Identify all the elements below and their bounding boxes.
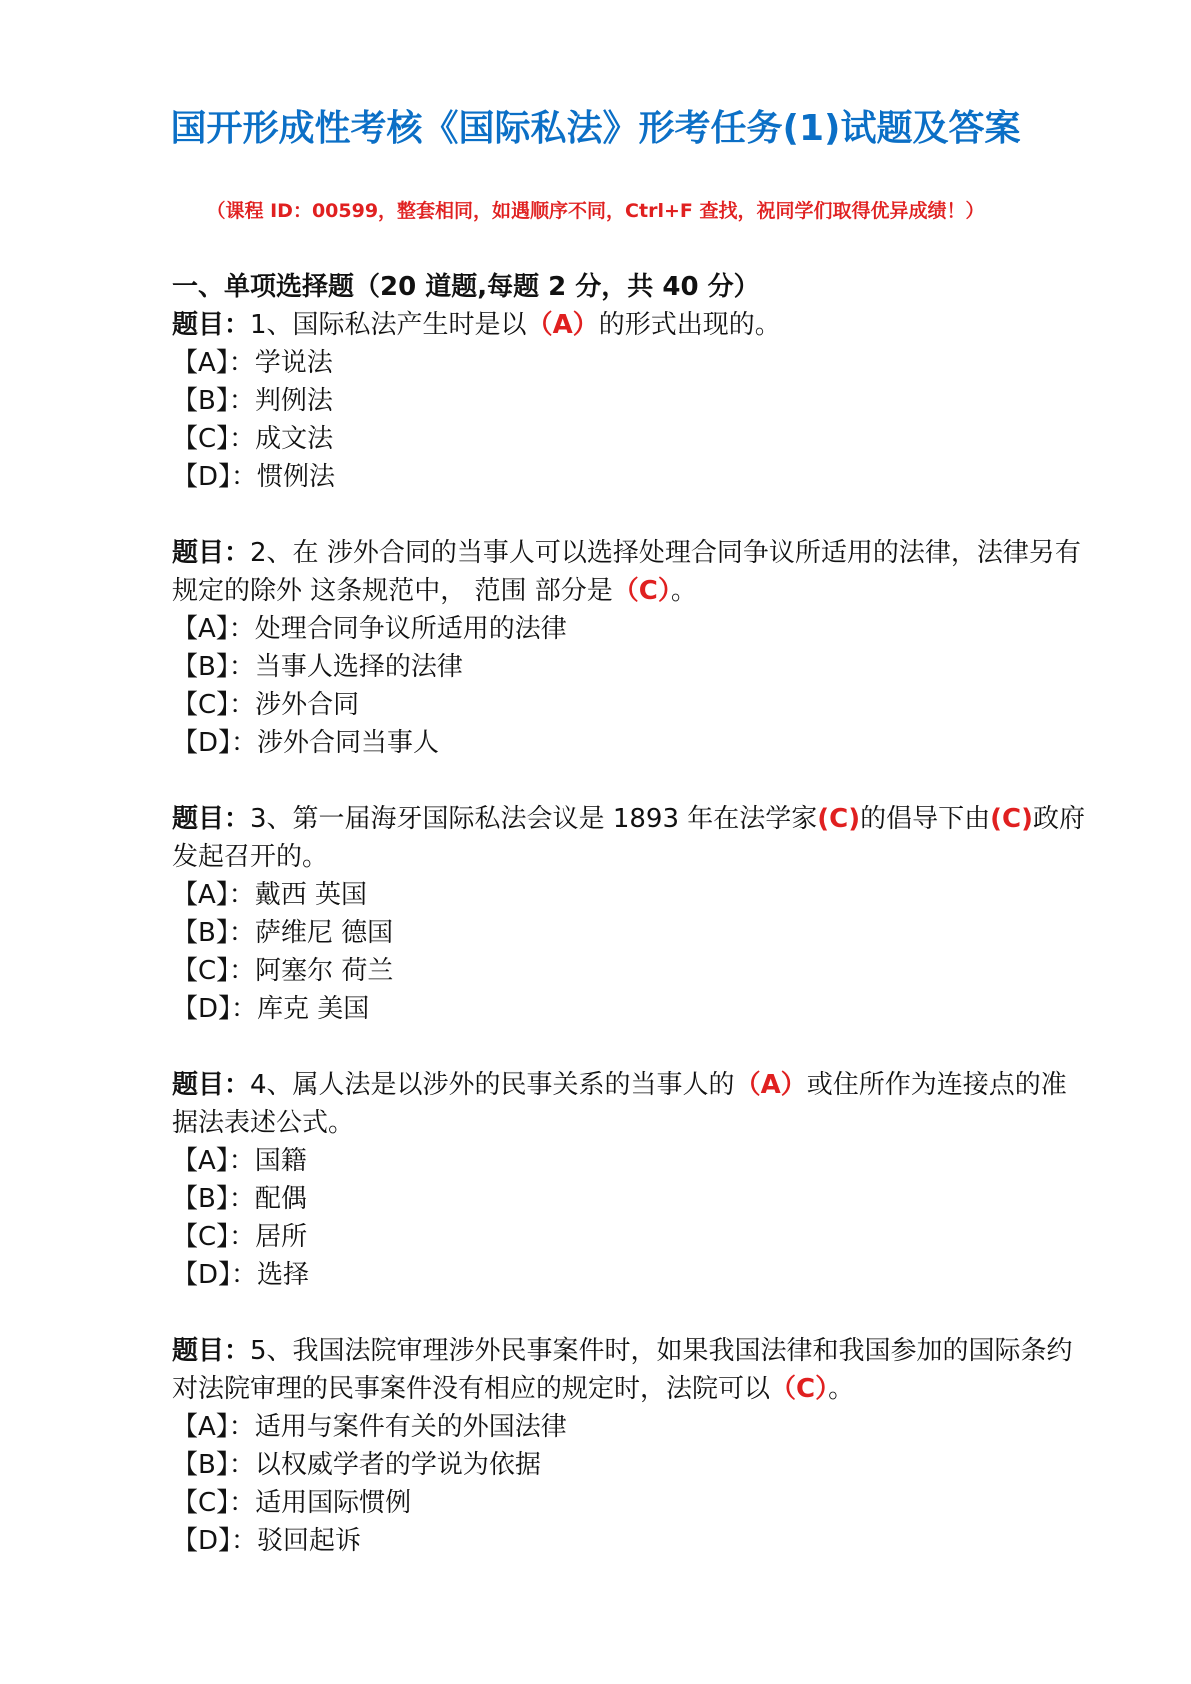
question-block — [172, 534, 1092, 762]
document-subtitle: （课程 ID：00599，整套相同，如遇顺序不同，Ctrl+F 查找，祝同学们取得优异成绩！） — [206, 200, 985, 222]
question-block — [172, 306, 1092, 496]
answer-option: 【A】：学说法 — [172, 348, 333, 378]
question-stem: 或住所作为连接点的准据法表述公式。 — [172, 1070, 1067, 1138]
question-list — [172, 306, 1092, 1560]
answer-option: 【A】：适用与案件有关的外国法律 — [172, 1412, 567, 1442]
answer-option: 【C】：阿塞尔 荷兰 — [172, 956, 394, 986]
question-stem: 。 — [828, 1374, 855, 1404]
answer-option: 【B】：以权威学者的学说为依据 — [172, 1450, 541, 1480]
question-label: 题目： — [172, 310, 251, 340]
answer-option: 【B】：配偶 — [172, 1184, 307, 1214]
question-stem: 5、我国法院审理涉外民事案件时，如果我国法律和我国参加的国际条约对法院审理的民事案件没有相应的规定时，法院可以 — [172, 1336, 1073, 1404]
question-label: 题目： — [172, 1070, 251, 1100]
answer-marker: （A） — [734, 1070, 807, 1100]
question-stem: 4、属人法是以涉外的民事关系的当事人的 — [250, 1070, 735, 1100]
question-text — [172, 534, 1092, 610]
answer-option: 【D】：涉外合同当事人 — [172, 728, 440, 758]
question-stem: 的倡导下由 — [860, 804, 991, 834]
answer-option: 【C】：居所 — [172, 1222, 308, 1252]
answer-marker: (C) — [817, 804, 861, 834]
document-content — [172, 268, 1092, 1598]
answer-option: 【A】：处理合同争议所适用的法律 — [172, 614, 567, 644]
question-stem: 政府发起召开的。 — [172, 804, 1086, 872]
answer-marker: （C） — [770, 1374, 829, 1404]
document-title: 国开形成性考核《国际私法》形考任务(1)试题及答案 — [170, 108, 1021, 149]
question-block — [172, 1066, 1092, 1294]
question-text — [172, 1066, 1092, 1142]
answer-option: 【D】：惯例法 — [172, 462, 336, 492]
answer-option: 【C】：涉外合同 — [172, 690, 360, 720]
answer-option: 【D】：库克 美国 — [172, 994, 370, 1024]
question-text — [172, 306, 1092, 344]
answer-option: 【D】：驳回起诉 — [172, 1526, 362, 1556]
answer-option: 【C】：成文法 — [172, 424, 334, 454]
answer-option: 【A】：国籍 — [172, 1146, 307, 1176]
answer-option: 【B】：萨维尼 德国 — [172, 918, 394, 948]
question-label: 题目： — [172, 538, 251, 568]
question-stem: 2、在 涉外合同的当事人可以选择处理合同争议所适用的法律，法律另有规定的除外 这条规范中， 范围 部分是 — [172, 538, 1081, 606]
question-block — [172, 800, 1092, 1028]
answer-option: 【B】：当事人选择的法律 — [172, 652, 463, 682]
answer-marker: (C) — [990, 804, 1033, 834]
answer-option: 【B】：判例法 — [172, 386, 333, 416]
answer-option: 【C】：适用国际惯例 — [172, 1488, 412, 1518]
question-label: 题目： — [172, 804, 251, 834]
section-heading: 一、单项选择题（20 道题,每题 2 分，共 40 分） — [172, 272, 760, 302]
question-stem: 。 — [670, 576, 697, 606]
question-stem: 1、国际私法产生时是以 — [250, 310, 527, 340]
answer-marker: （C） — [612, 576, 671, 606]
question-text — [172, 1332, 1092, 1408]
answer-option: 【D】：选择 — [172, 1260, 310, 1290]
question-block — [172, 1332, 1092, 1560]
answer-marker: （A） — [526, 310, 599, 340]
question-stem: 3、第一届海牙国际私法会议是 1893 年在法学家 — [250, 804, 818, 834]
question-text — [172, 800, 1092, 876]
question-label: 题目： — [172, 1336, 251, 1366]
question-stem: 的形式出现的。 — [598, 310, 781, 340]
answer-option: 【A】：戴西 英国 — [172, 880, 368, 910]
